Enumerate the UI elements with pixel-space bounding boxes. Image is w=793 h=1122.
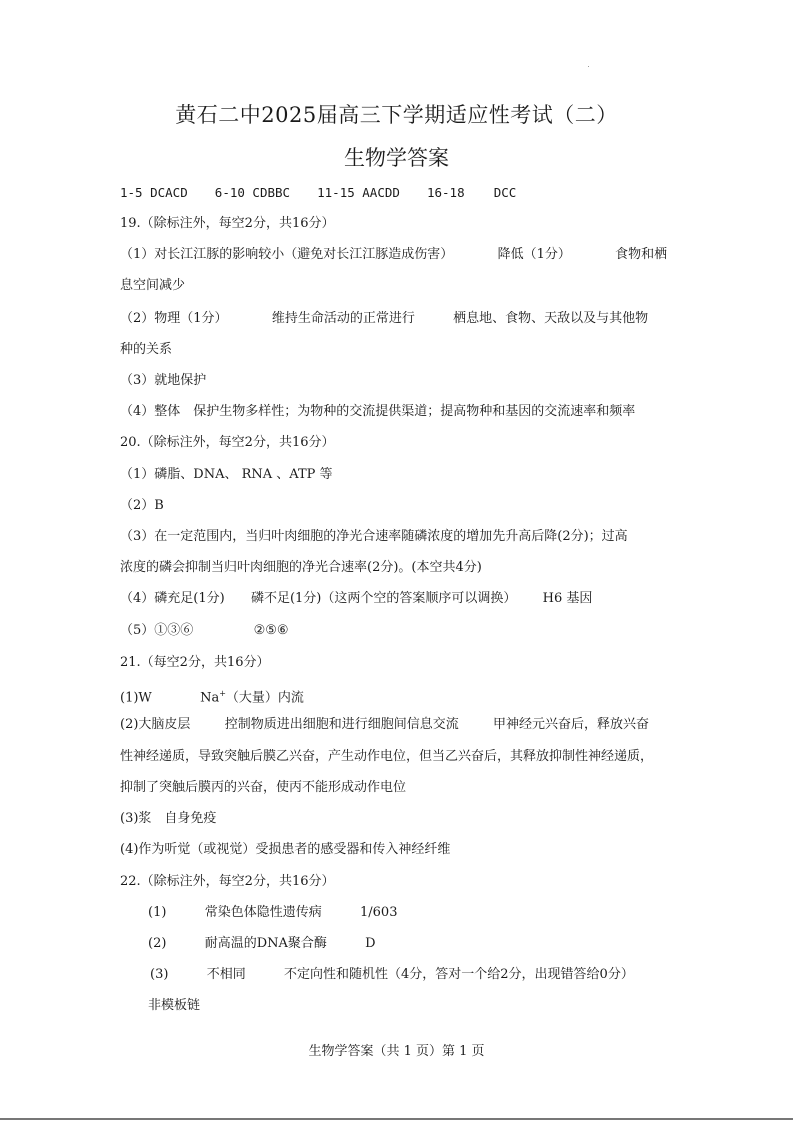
q21-p1-b-pre: Na: [200, 690, 220, 706]
page-subtitle: 生物学答案: [344, 146, 449, 170]
page-title: 黄石二中2025届高三下学期适应性考试（二）: [175, 103, 618, 127]
q19-p2-b: 维持生命活动的正常进行: [271, 311, 415, 326]
q22-p2-b: D: [365, 936, 376, 951]
q21-part3: (3)浆 自身免疫: [120, 811, 217, 826]
choice-answers: [120, 184, 516, 202]
q22-p3-num: (3): [150, 967, 169, 982]
q21-p1-a: (1)W: [120, 690, 152, 706]
q22-p3-a: 不相同: [206, 967, 246, 982]
q21-part1: [120, 685, 304, 707]
choice-group-1: 1-5 DCACD: [120, 185, 188, 200]
q19-part3: （3）就地保护: [120, 373, 207, 388]
scan-speck: [588, 66, 589, 67]
q19-p1-a: （1）对长江江豚的影响较小（避免对长江江豚造成伤害）: [120, 247, 454, 262]
q19-part1-line2: 息空间减少: [120, 278, 186, 293]
q19-part1-line1: [120, 246, 667, 264]
q20-p4-a: （4）磷充足(1分): [120, 591, 225, 606]
q21-p1-b-post: （大量）内流: [225, 690, 304, 706]
q22-part3: [150, 966, 634, 984]
q19-part2-line2: 种的关系: [120, 342, 173, 357]
q20-part4: [120, 590, 592, 608]
q22-part2: [148, 935, 376, 953]
q21-heading: 21.（每空2分，共16分）: [120, 655, 270, 670]
q20-part1: （1）磷脂、DNA、 RNA 、ATP 等: [120, 467, 333, 482]
q19-p2-c: 栖息地、食物、天敌以及与其他物: [453, 311, 649, 326]
q20-p4-c: H6 基因: [542, 591, 593, 606]
q22-p2-a: 耐高温的DNA聚合酶: [204, 936, 327, 951]
page-footer: 生物学答案（共 1 页）第 1 页: [308, 1044, 485, 1059]
q19-heading: 19.（除标注外，每空2分，共16分）: [120, 216, 335, 231]
q21-part2-line1: [120, 716, 649, 734]
q21-p1-b-sup: +: [219, 689, 226, 698]
bottom-rule: [0, 1118, 793, 1120]
q20-part2: （2）B: [120, 498, 164, 513]
q21-p2-c: 甲神经元兴奋后，释放兴奋: [493, 717, 650, 732]
q20-part5: [120, 622, 289, 640]
q21-part2-line3: 抑制了突触后膜丙的兴奋，使丙不能形成动作电位: [120, 780, 407, 795]
q19-p1-b: 降低（1分）: [497, 247, 571, 262]
choice-group-2: 6-10 CDBBC: [214, 185, 291, 200]
q20-heading: 20.（除标注外，每空2分，共16分）: [120, 435, 335, 450]
q22-p2-num: (2): [148, 936, 167, 951]
choice-group-3: 11-15 AACDD: [317, 185, 400, 200]
q20-part3-line2: 浓度的磷会抑制当归叶肉细胞的净光合速率(2分)。(本空共4分): [120, 560, 482, 575]
q21-part4: (4)作为听觉（或视觉）受损患者的感受器和传入神经纤维: [120, 842, 451, 857]
q19-part2-line1: [120, 310, 648, 328]
q22-p1-b: 1/603: [360, 905, 398, 920]
q20-part3-line1: （3）在一定范围内，当归叶肉细胞的净光合速率随磷浓度的增加先升高后降(2分)；过高: [120, 529, 628, 544]
q19-p2-a: （2）物理（1分）: [120, 311, 228, 326]
q22-part3-cont: 非模板链: [148, 998, 201, 1013]
q21-p2-a: (2)大脑皮层: [120, 717, 191, 732]
q21-p2-b: 控制物质进出细胞和进行细胞间信息交流: [224, 717, 459, 732]
q20-p5-b: ②⑤⑥: [253, 623, 289, 638]
q19-part4: （4）整体 保护生物多样性；为物种的交流提供渠道；提高物种和基因的交流速率和频率: [120, 404, 636, 419]
choice-group-4-label: 16-18: [426, 185, 465, 200]
q22-p3-b: 不定向性和随机性（4分，答对一个给2分，出现错答给0分）: [284, 967, 634, 982]
q20-p4-b: 磷不足(1分)（这两个空的答案顺序可以调换）: [250, 591, 517, 606]
q22-p1-a: 常染色体隐性遗传病: [204, 905, 322, 920]
q22-part1: [148, 904, 397, 922]
choice-group-4-value: DCC: [493, 185, 517, 200]
q19-p1-c: 食物和栖: [615, 247, 668, 262]
q21-part2-line2: 性神经递质，导致突触后膜乙兴奋，产生动作电位，但当乙兴奋后，其释放抑制性神经递质，: [120, 749, 654, 764]
q20-p5-a: （5）①③⑥: [120, 623, 194, 638]
q22-heading: 22.（除标注外，每空2分，共16分）: [120, 874, 335, 889]
q22-p1-num: (1): [148, 905, 167, 920]
